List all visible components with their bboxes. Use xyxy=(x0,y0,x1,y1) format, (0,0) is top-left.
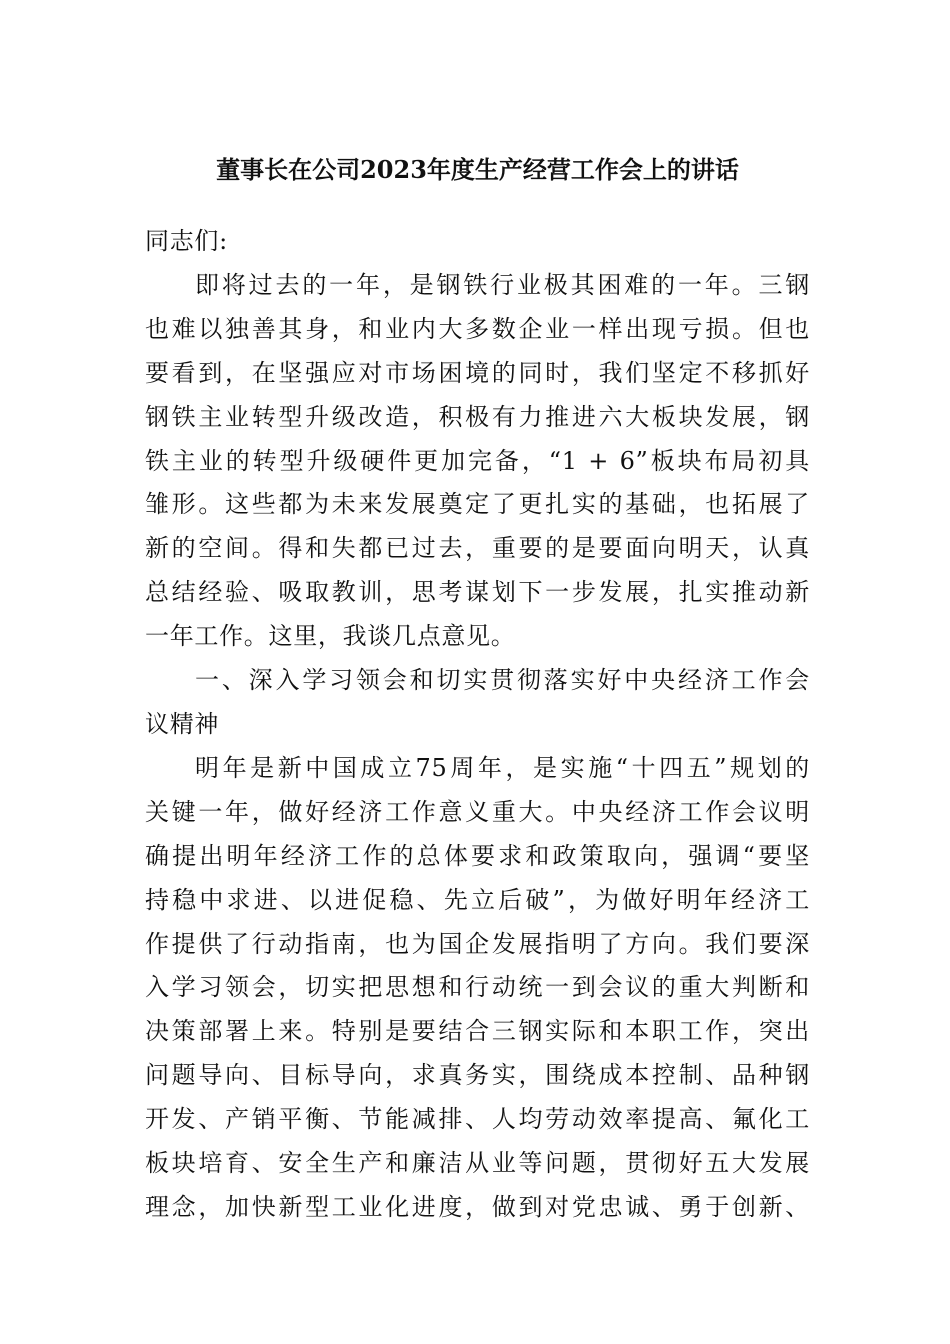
text-line: 明年是新中国成立75周年，是实施“十四五”规划的 xyxy=(195,753,810,782)
text-line: 要看到，在坚强应对市场困境的同时，我们坚定不移抓好 xyxy=(145,358,810,387)
heading-line: 议精神 xyxy=(145,709,220,738)
heading-line: 一、深入学习领会和切实贯彻落实好中央经济工作会 xyxy=(195,666,810,695)
salutation xyxy=(145,220,810,264)
paragraph-section-1 xyxy=(145,747,810,1230)
text-line: 问题导向、目标导向，求真务实，围绕成本控制、品种钢 xyxy=(145,1061,810,1090)
document-title: 董事长在公司2023年度生产经营工作会上的讲话 xyxy=(216,155,739,184)
text-line: 决策部署上来。特别是要结合三钢实际和本职工作，突出 xyxy=(145,1017,810,1046)
text-line: 钢铁主业转型升级改造，积极有力推进六大板块发展，钢 xyxy=(145,402,810,431)
text-line: 即将过去的一年，是钢铁行业极其困难的一年。三钢 xyxy=(195,270,810,299)
text-line: 一年工作。这里，我谈几点意见。 xyxy=(145,622,516,651)
section-heading-1 xyxy=(145,659,810,747)
text-line: 关键一年，做好经济工作意义重大。中央经济工作会议明 xyxy=(145,797,810,826)
text-line: 雏形。这些都为未来发展奠定了更扎实的基础，也拓展了 xyxy=(145,490,810,519)
paragraph-intro xyxy=(145,264,810,659)
text-line: 板块培育、安全生产和廉洁从业等问题，贯彻好五大发展 xyxy=(145,1149,810,1178)
salutation-line: 同志们: xyxy=(145,227,228,255)
text-line: 总结经验、吸取教训，思考谋划下一步发展，扎实推动新 xyxy=(145,578,810,607)
document-body xyxy=(145,220,810,1230)
text-line: 也难以独善其身，和业内大多数企业一样出现亏损。但也 xyxy=(145,314,810,343)
text-line: 理念，加快新型工业化进度，做到对党忠诚、勇于创新、 xyxy=(145,1192,810,1221)
text-line: 新的空间。得和失都已过去，重要的是要面向明天，认真 xyxy=(145,534,810,563)
text-line: 入学习领会，切实把思想和行动统一到会议的重大判断和 xyxy=(145,973,810,1002)
text-line: 开发、产销平衡、节能减排、人均劳动效率提高、氟化工 xyxy=(145,1105,810,1134)
text-line: 作提供了行动指南，也为国企发展指明了方向。我们要深 xyxy=(145,929,810,958)
text-line: 铁主业的转型升级硬件更加完备，“1 + 6”板块布局初具 xyxy=(145,446,810,475)
text-line: 确提出明年经济工作的总体要求和政策取向，强调“要坚 xyxy=(145,841,810,870)
text-line: 持稳中求进、以进促稳、先立后破”，为做好明年经济工 xyxy=(145,885,810,914)
